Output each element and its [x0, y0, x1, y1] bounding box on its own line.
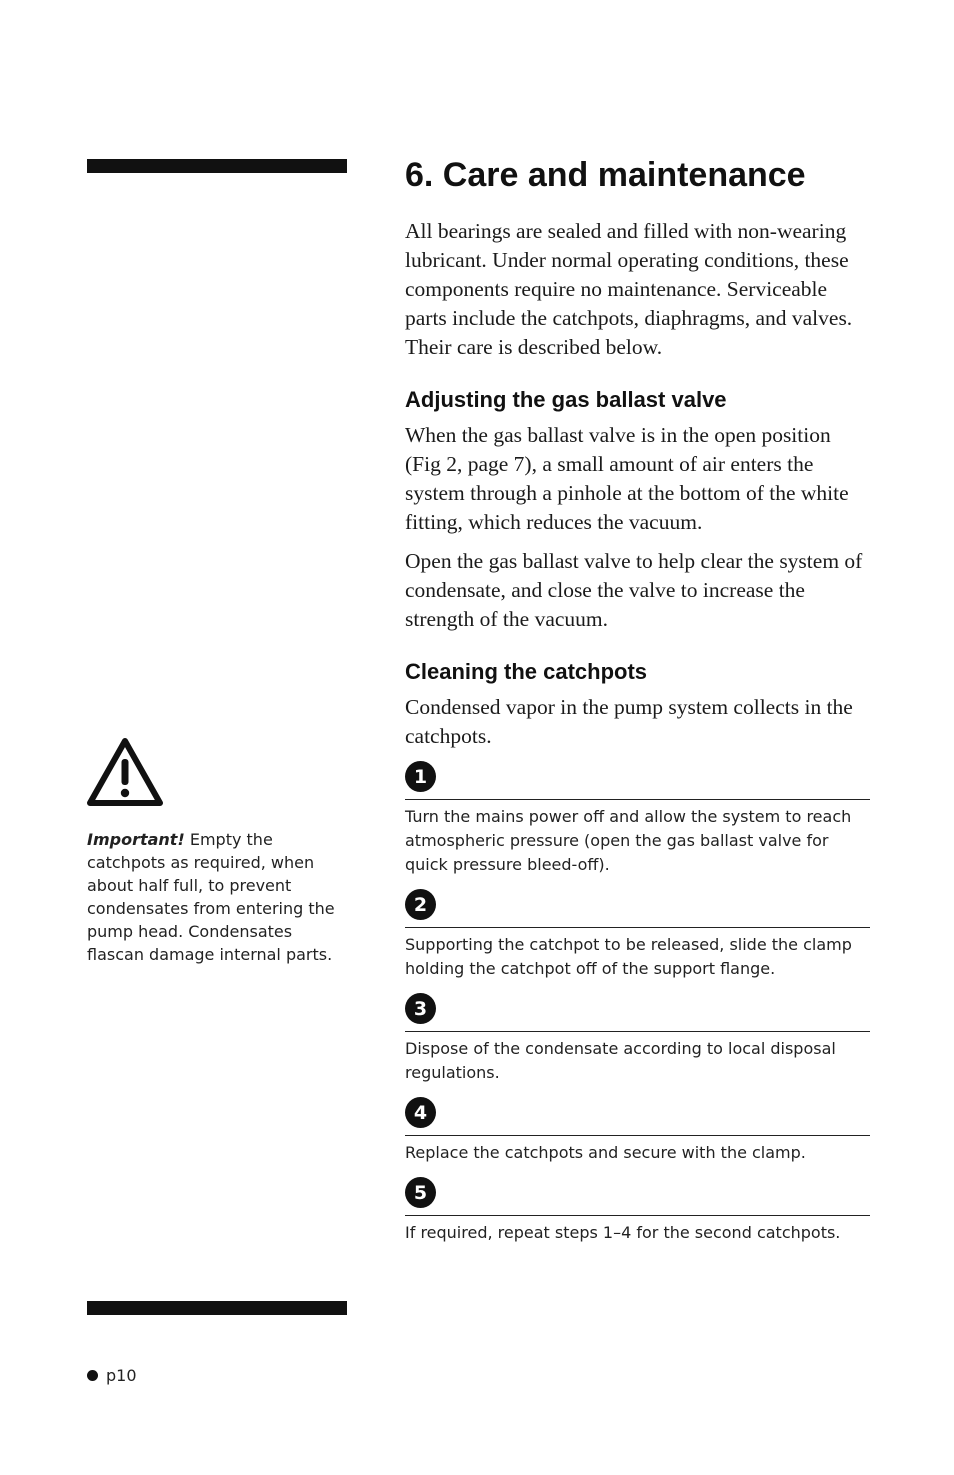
important-note [87, 828, 349, 966]
step-number-4: 4 [405, 1097, 436, 1128]
page-title: 6. Care and maintenance [405, 156, 806, 194]
step-3 [405, 993, 870, 1085]
section-heading-catchpots: Cleaning the catchpots [405, 659, 648, 684]
important-label: Important! [87, 830, 185, 849]
step-5-text: If required, repeat steps 1–4 for the second catchpots. [405, 1223, 841, 1242]
gas-ballast-paragraph-1: When the gas ballast valve is in the open position (Fig 2, page 7), a small amount of air enters the system through a pinhole at the bottom of the white fitting, which reduces the vacuum. [405, 423, 849, 534]
catchpots-paragraph: Condensed vapor in the pump system collects in the catchpots. [405, 695, 853, 748]
top-rule [87, 159, 347, 173]
step-number-5: 5 [405, 1177, 436, 1208]
gas-ballast-paragraph-2: Open the gas ballast valve to help clear the system of condensate, and close the valve to increase the strength of the vacuum. [405, 549, 863, 631]
section-heading-gas-ballast: Adjusting the gas ballast valve [405, 387, 727, 412]
step-2-text: Supporting the catchpot to be released, slide the clamp holding the catchpot off of the support flange. [405, 935, 852, 978]
important-text: Empty the catchpots as required, when about half full, to prevent condensates from entering the pump head. Condensates flascan damage internal parts. [87, 830, 335, 964]
intro-paragraph: All bearings are sealed and filled with non-wearing lubricant. Under normal operating conditions, these components require no maintenance. Serviceable parts include the catchpots, diaphragms, and valves. Their care is described below. [405, 219, 853, 359]
page-number: p10 [106, 1366, 137, 1385]
step-number-1: 1 [405, 761, 436, 792]
step-5 [405, 1177, 870, 1245]
main-content [405, 150, 870, 1245]
step-3-text: Dispose of the condensate according to local disposal regulations. [405, 1039, 836, 1082]
page-footer [87, 1366, 137, 1385]
warning-icon [86, 737, 164, 807]
step-4-text: Replace the catchpots and secure with the clamp. [405, 1143, 806, 1162]
step-number-3: 3 [405, 993, 436, 1024]
step-1 [405, 761, 870, 877]
step-2 [405, 889, 870, 981]
bullet-icon [87, 1370, 98, 1381]
bottom-rule [87, 1301, 347, 1315]
step-4 [405, 1097, 870, 1165]
step-number-2: 2 [405, 889, 436, 920]
step-1-text: Turn the mains power off and allow the system to reach atmospheric pressure (open the gas ballast valve for quick pressure bleed-off). [405, 807, 852, 874]
